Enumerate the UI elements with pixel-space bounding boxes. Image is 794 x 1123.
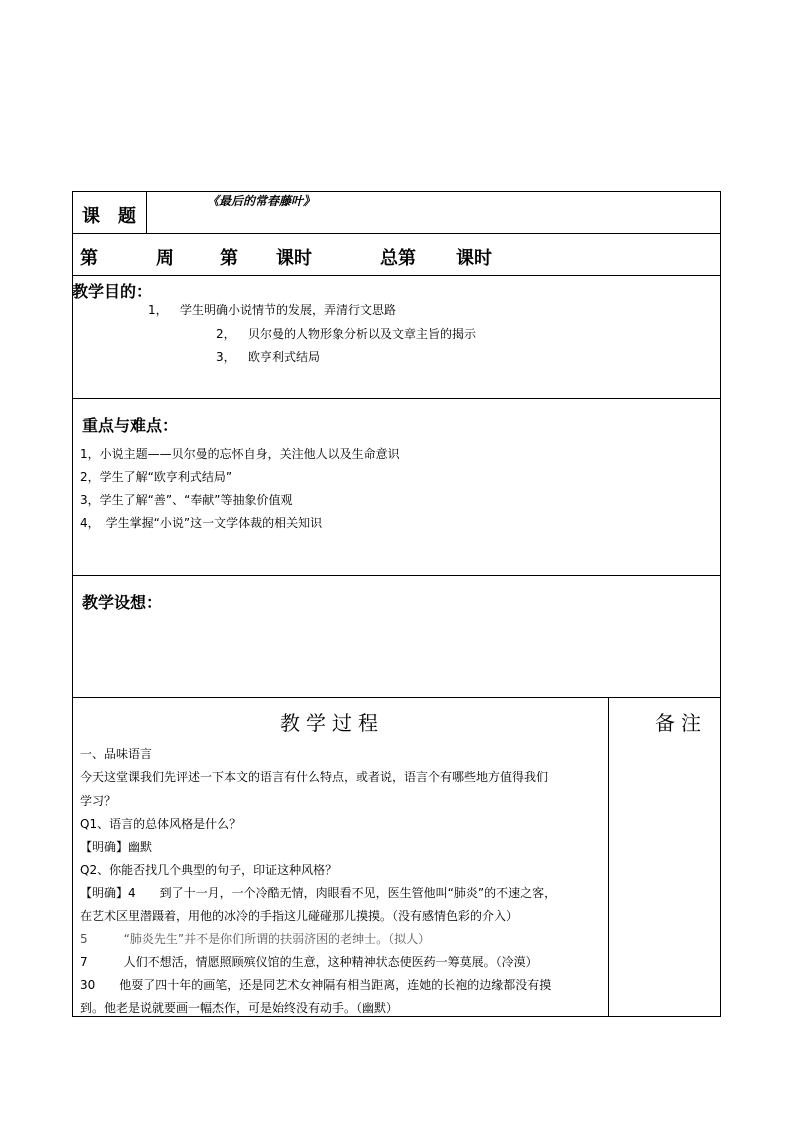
week-label: 第	[80, 248, 98, 269]
process-line-11: 30 他耍了四十年的画笔，还是同艺术女神隔有相当距离，连她的长袍的边缘都没有摸	[80, 978, 552, 992]
table-right-border	[720, 191, 721, 1017]
key-point-1: 1，小说主题——贝尔曼的忘怀自身，关注他人以及生命意识	[80, 447, 400, 461]
objective-1-text: 学生明确小说情节的发展，弄清行文思路	[180, 303, 397, 317]
lesson-unit: 课时	[276, 248, 312, 269]
process-line-5: 【明确】幽默	[80, 840, 153, 854]
objectives-heading: 教学目的：	[72, 282, 153, 301]
objective-2-num: 2，	[216, 327, 236, 341]
lesson-title: 《最后的常春藤叶》	[207, 194, 316, 208]
table-left-border	[72, 191, 73, 1017]
key-points-heading: 重点与难点：	[82, 416, 179, 435]
key-point-4: 4， 学生掌握“小说”这一文学体裁的相关知识	[80, 516, 323, 530]
key-point-3: 3，学生了解“善”、“奉献”等抽象价值观	[80, 493, 293, 507]
objective-1-num: 1，	[148, 303, 168, 317]
process-line-9: 5 “肺炎先生”并不是你们所谓的扶弱济困的老绅士。（拟人）	[80, 932, 431, 946]
process-line-2: 今天这堂课我们先评述一下本文的语言有什么特点，或者说，语言个有哪些地方值得我们	[80, 770, 549, 784]
week-unit: 周	[156, 248, 174, 269]
row-divider-3	[72, 398, 721, 399]
lesson-label: 第	[220, 248, 238, 269]
table-bottom-border	[72, 1016, 721, 1017]
row-divider-4	[72, 575, 721, 576]
objective-2-text: 贝尔曼的人物形象分析以及文章主旨的揭示	[248, 327, 477, 341]
process-line-8: 在艺术区里潜蹑着，用他的冰冷的手指这儿碰碰那儿摸摸。（没有感情色彩的介入）	[80, 909, 519, 923]
process-line-7: 【明确】4 到了十一月，一个冷酷无情，肉眼看不见，医生管他叫“肺炎”的不速之客，	[80, 886, 557, 900]
process-line-3: 学习？	[80, 794, 117, 808]
process-line-1: 一、品味语言	[80, 747, 153, 761]
objective-3-text: 欧亨利式结局	[248, 350, 321, 364]
process-heading: 教学过程	[280, 711, 384, 735]
subject-cell-divider	[146, 191, 147, 234]
design-heading: 教学设想：	[82, 593, 163, 612]
total-unit: 课时	[456, 248, 492, 269]
process-line-12: 到。他老是说就要画一幅杰作，可是始终没有动手。（幽默）	[80, 1001, 399, 1015]
row-divider-5	[72, 697, 721, 698]
key-point-2: 2，学生了解“欧亨利式结局”	[80, 470, 233, 484]
total-label: 总第	[380, 248, 416, 269]
row-divider-1	[72, 233, 721, 234]
notes-column-divider	[608, 697, 609, 1017]
table-top-border	[72, 191, 721, 192]
process-line-4: Q1、语言的总体风格是什么？	[80, 817, 242, 831]
notes-heading: 备注	[655, 711, 707, 735]
objective-3-num: 3，	[216, 350, 236, 364]
process-line-6: Q2、你能否找几个典型的句子，印证这种风格？	[80, 863, 338, 877]
subject-label: 课 题	[82, 206, 136, 227]
process-line-10: 7 人们不想活，情愿照顾殡仪馆的生意，这种精神状态使医药一筹莫展。（冷漠）	[80, 955, 538, 969]
row-divider-2	[72, 275, 721, 276]
